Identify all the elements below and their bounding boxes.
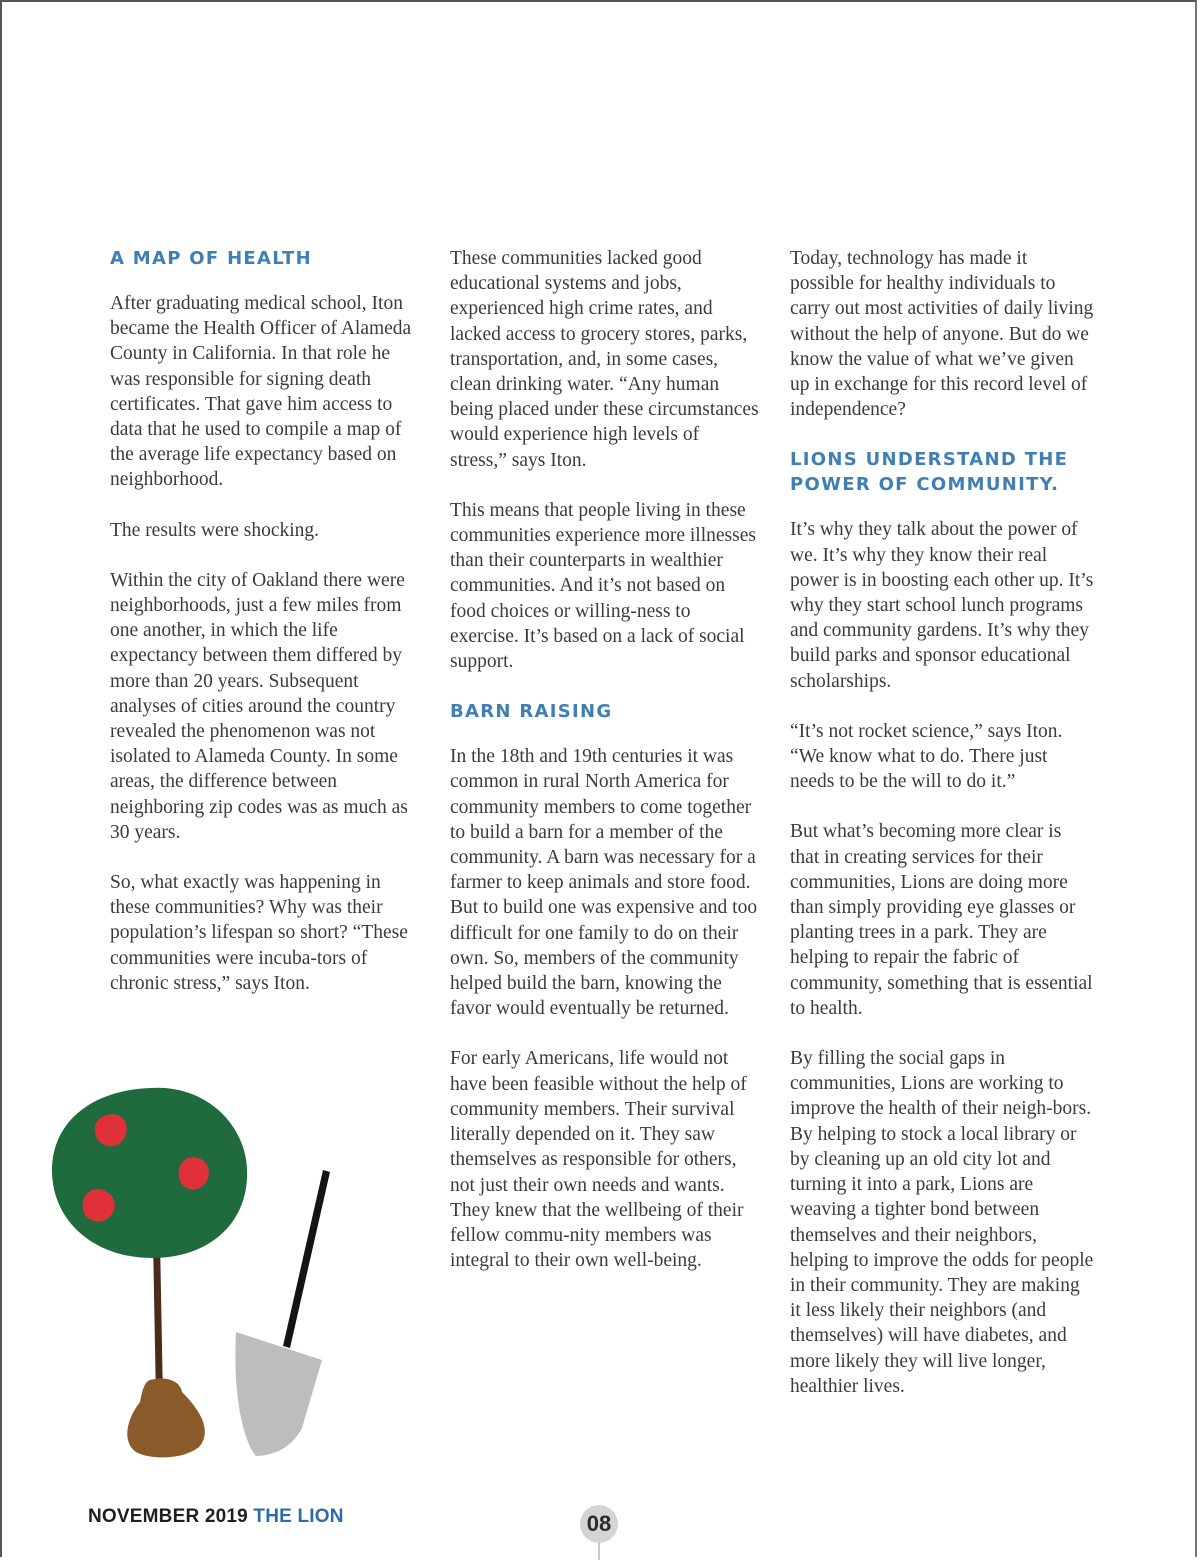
article-column-2 [450, 246, 760, 1298]
felt-tree-and-spade-illustration [40, 1080, 360, 1460]
paragraph: The results were shocking. [110, 519, 320, 541]
paragraph: After graduating medical school, Iton became the Health Officer of Alameda County in California. In that role he was responsible for signing death certificates. That gave him access to data that he used to compile a map of the average life expectancy based on neighborhood. [110, 293, 412, 491]
paragraph: By filling the social gaps in communities, Lions are working to improve the health of their neigh-bors. By helping to stock a local library or by cleaning up an old city lot and turning it into a park, Lions are weaving a tighter bond between themselves and their neighbors, helping to improve the odds for people in their community. They are making it less likely their neighbors (and themselves) will have diabetes, and more likely they will live longer, healthier lives. [790, 1048, 1094, 1397]
tree-trunk [153, 1240, 163, 1400]
paragraph: “It’s not rocket science,” says Iton. “We know what to do. There just needs to be the will to do it.” [790, 720, 1063, 793]
section-heading-map-of-health: A MAP OF HEALTH [110, 248, 312, 269]
paragraph: For early Americans, life would not have been feasible without the help of community members. Their survival literally depended on it. They saw themselves as responsible for others, not just their own needs and wants. They knew that the wellbeing of their fellow commu-nity members was integral to their own well-being. [450, 1048, 747, 1272]
issue-date: NOVEMBER 2019 [88, 1506, 248, 1527]
tree-root-ball [127, 1379, 205, 1458]
article-column-1 [110, 246, 415, 1021]
paragraph: In the 18th and 19th centuries it was common in rural North America for community members to come together to build a barn for a member of the community. A barn was necessary for a farmer to keep animals and store food. But to build one was expensive and too difficult for one family to do on their own. So, members of the community helped build the barn, knowing the favor would eventually be returned. [450, 746, 758, 1020]
paragraph: It’s why they talk about the power of we. It’s why they know their real power is in boosting each other up. It’s why they start school lunch programs and community gardens. It’s why they build parks and sponsor educational scholarships. [790, 519, 1094, 692]
paragraph: These communities lacked good educational systems and jobs, experienced high crime rates, and lacked access to grocery stores, parks, transportation, and, in some cases, clean drinking water. “Any human being placed under these circumstances would experience high levels of stress,” says Iton. [450, 248, 759, 471]
paragraph: Today, technology has made it possible for healthy individuals to carry out most activities of daily living without the help of anyone. But do we know the value of what we’ve given up in exchange for this record level of independence? [790, 248, 1094, 421]
spade-handle [283, 1170, 330, 1348]
spade-blade [235, 1332, 322, 1456]
paragraph: This means that people living in these communities experience more illnesses than their counterparts in wealthier communities. And it’s not based on food choices or willing-ness to exercise. It’s based on a lack of social support. [450, 499, 756, 673]
section-heading-barn-raising: BARN RAISING [450, 701, 613, 723]
footer-masthead [88, 1506, 344, 1528]
article-column-3 [790, 246, 1095, 1424]
tree-canopy [52, 1088, 247, 1258]
paragraph: Within the city of Oakland there were neighborhoods, just a few miles from one another, in which the life expectancy between them differed by more than 20 years. Subsequent analyses of cities around the country revealed the phenomenon was not isolated to Alameda County. In some areas, the difference between neighboring zip codes was as much as 30 years. [110, 569, 408, 843]
magazine-name: THE LION [253, 1506, 344, 1527]
page-number-tick [598, 1543, 600, 1560]
page-number-badge: 08 [580, 1505, 618, 1543]
section-heading-lions-community: LIONS UNDERSTAND THE POWER OF COMMUNITY. [790, 449, 1069, 496]
paragraph: But what’s becoming more clear is that in creating services for their communities, Lions are doing more than simply providing eye glasses or planting trees in a park. They are helping to repair the fabric of community, something that is essential to health. [790, 821, 1093, 1019]
paragraph: So, what exactly was happening in these communities? Why was their population’s lifespan so short? “These communities were incuba-tors of chronic stress,” says Iton. [110, 872, 408, 994]
